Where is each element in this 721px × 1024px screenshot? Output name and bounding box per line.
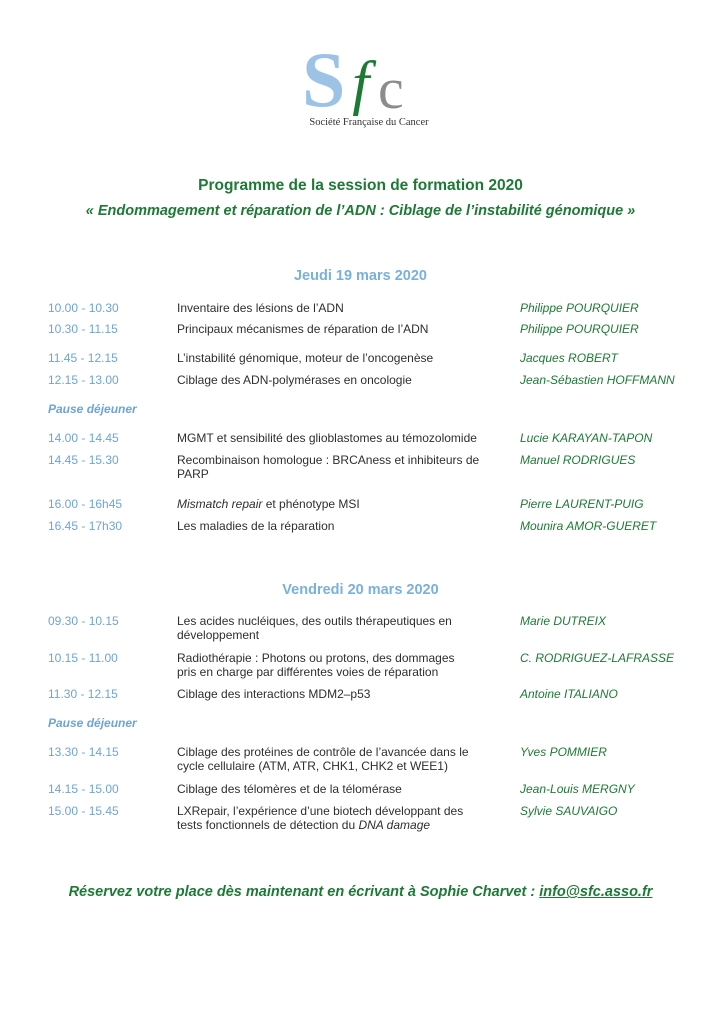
session-topic: Les maladies de la réparation [177,519,335,533]
session-topic-italic: Mismatch repair [177,497,263,511]
session-time: 13.30 - 14.15 [48,745,119,759]
session-time: 12.15 - 13.00 [48,373,119,387]
session-time: 11.30 - 12.15 [48,687,118,701]
session-topic-italic: DNA damage [358,818,431,832]
session-topic: L’instabilité génomique, moteur de l’oncogenèse [177,351,434,365]
logo-letter-f: f [352,50,370,116]
session-topic [177,804,467,832]
session-topic [177,497,497,511]
session-topic: Ciblage des protéines de contrôle de l’avancée dans le cycle cellulaire (ATM, ATR, CHK1, CHK2 et WEE1) [177,745,469,773]
session-topic: Principaux mécanismes de réparation de l’ADN [177,322,429,336]
footer-text: Réservez votre place dès maintenant en écrivant à Sophie Charvet : [68,884,540,900]
session-speaker: Jacques ROBERT [520,351,618,365]
session-speaker: Lucie KARAYAN-TAPON [520,431,653,445]
session-topic: Ciblage des télomères et de la télomérase [177,782,402,796]
session-speaker: Philippe POURQUIER [520,322,639,336]
session-topic: Radiothérapie : Photons ou protons, des dommages pris en charge par différentes voies de réparation [177,651,455,679]
lunch-break-label: Pause déjeuner [48,402,137,416]
page-subtitle: « Endommagement et réparation de l’ADN : Ciblage de l’instabilité génomique » [85,203,636,219]
session-topic: MGMT et sensibilité des glioblastomes au témozolomide [177,431,477,445]
logo-letter-c: c [378,56,404,116]
session-topic-text: LXRepair, l’expérience d’une biotech développant des tests fonctionnels de détection du [177,804,464,832]
session-speaker: Marie DUTREIX [520,614,607,628]
session-topic: Recombinaison homologue : BRCAness et inhibiteurs de PARP [177,453,480,481]
session-speaker: Pierre LAURENT-PUIG [520,497,644,511]
session-speaker: Manuel RODRIGUES [520,453,636,467]
logo-letter-s: S [302,44,346,116]
page-title: Programme de la session de formation 2020 [198,177,523,194]
session-time: 14.00 - 14.45 [48,431,119,445]
lunch-break-label: Pause déjeuner [48,716,137,730]
session-time: 09.30 - 10.15 [48,614,119,628]
session-topic-rest: et phénotype MSI [262,497,360,511]
session-speaker: Sylvie SAUVAIGO [520,804,618,818]
session-speaker: Philippe POURQUIER [520,301,639,315]
session-topic: Ciblage des interactions MDM2–p53 [177,687,371,701]
session-time: 11.45 - 12.15 [48,351,118,365]
session-speaker: Mounira AMOR-GUERET [520,519,657,533]
session-speaker: Jean-Sébastien HOFFMANN [520,373,675,387]
session-speaker: Antoine ITALIANO [520,687,618,701]
session-time: 14.45 - 15.30 [48,453,119,467]
session-topic: Inventaire des lésions de l’ADN [177,301,344,315]
session-time: 16.00 - 16h45 [48,497,123,511]
session-time: 10.00 - 10.30 [48,301,119,315]
session-time: 15.00 - 15.45 [48,804,119,818]
session-time: 10.30 - 11.15 [48,322,118,336]
session-speaker: Jean-Louis MERGNY [520,782,635,796]
org-name: Société Française du Cancer [309,117,429,128]
session-time: 10.15 - 11.00 [48,651,118,665]
registration-footer [0,884,721,900]
day-heading-1: Jeudi 19 mars 2020 [293,268,427,284]
session-speaker: Yves POMMIER [520,745,607,759]
session-speaker: C. RODRIGUEZ-LAFRASSE [520,651,675,665]
session-topic: Ciblage des ADN-polymérases en oncologie [177,373,412,387]
sfc-logo [300,44,435,134]
session-topic: Les acides nucléiques, des outils thérapeutiques en développement [177,614,452,642]
contact-email-link[interactable]: info@sfc.asso.fr [539,884,653,900]
session-time: 14.15 - 15.00 [48,782,119,796]
session-time: 16.45 - 17h30 [48,519,123,533]
day-heading-2: Vendredi 20 mars 2020 [282,582,439,598]
sfc-logo-mark [300,44,435,116]
